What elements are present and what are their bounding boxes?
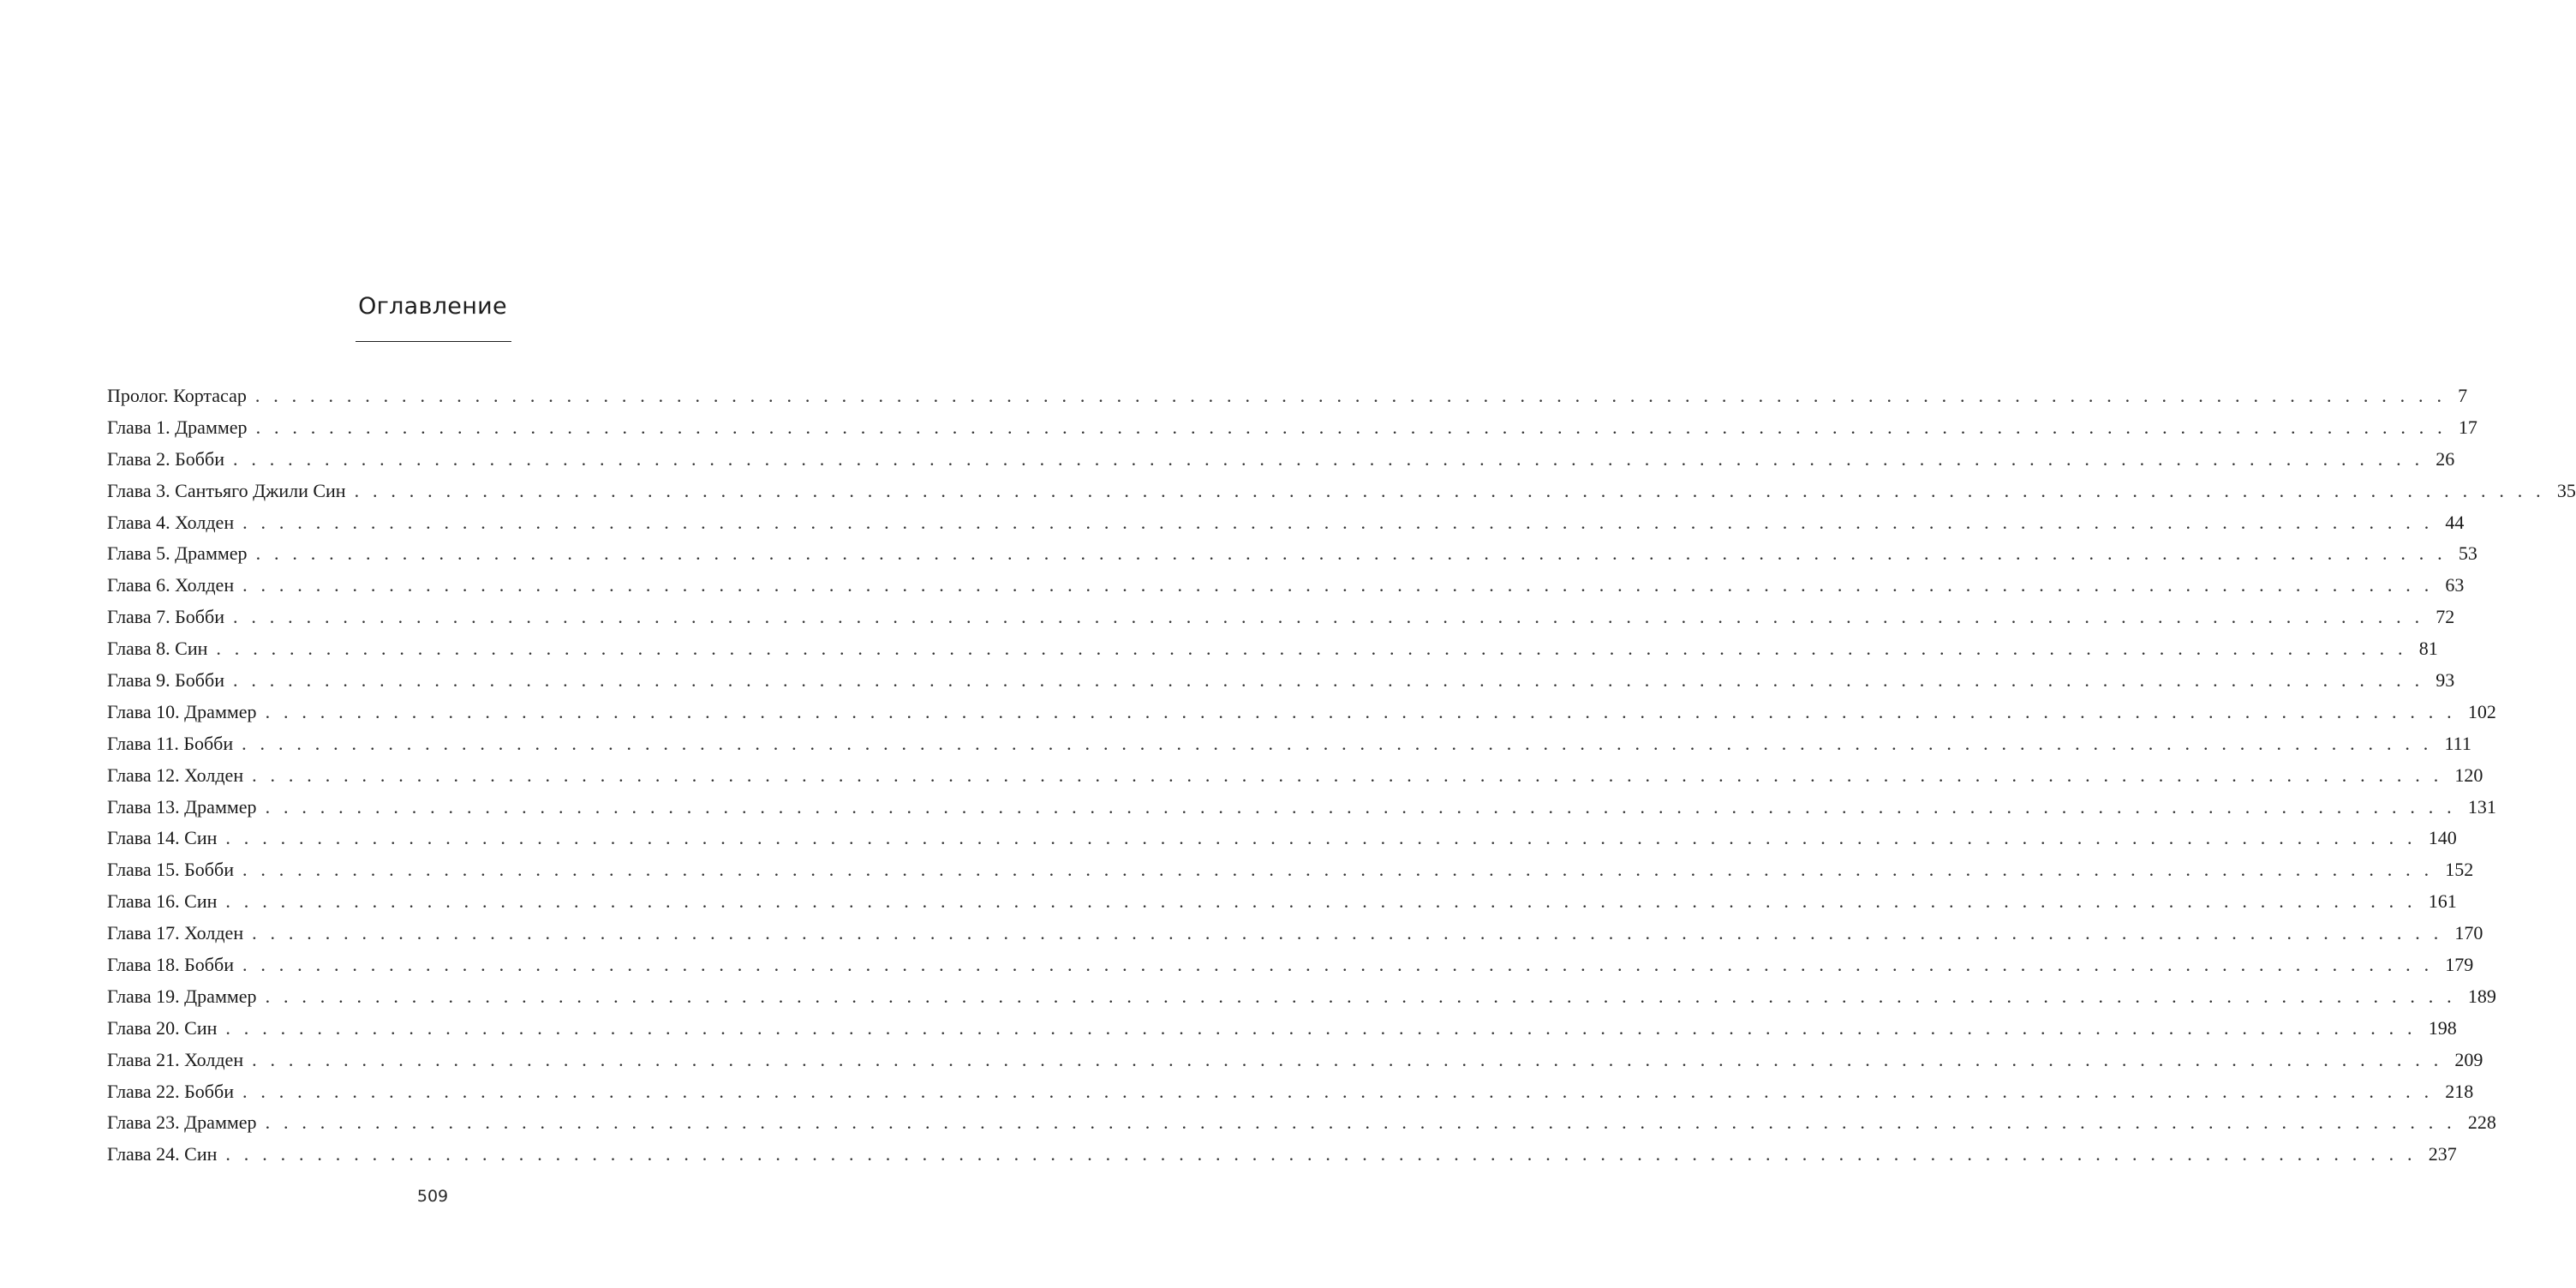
dot-leader: . . . . . . . . . . . . . . . . . . . . . . . . . . . . . . . . . . . . . . . . . . . . . . . . . . . . . . . . . . . . . . . . . . . . . . . . . . . . . . . . . . . . . . . . . . . . . . . . . . . . . . . . . . . . . . . . . . . . . . . . [254, 385, 2447, 406]
toc-entry-title: Глава 5. Драммер [107, 542, 248, 565]
toc-entry [107, 1107, 2496, 1139]
toc-entry-page: 35 [2556, 479, 2576, 501]
toc-entry-page: 111 [2444, 732, 2471, 754]
toc-entry-title: Глава 16. Син [107, 890, 218, 913]
toc-entry-title: Глава 24. Син [107, 1143, 218, 1165]
toc-entry-title: Глава 2. Бобби [107, 447, 224, 470]
toc-entry-title: Глава 20. Син [107, 1016, 218, 1039]
toc-entry-page: 44 [2445, 511, 2465, 533]
toc-entry-title: Глава 22. Бобби [107, 1080, 234, 1102]
toc-entry-title: Глава 21. Холден [107, 1048, 244, 1070]
toc-entry-title: Глава 3. Сантьяго Джили Син [107, 479, 346, 501]
dot-leader: . . . . . . . . . . . . . . . . . . . . . . . . . . . . . . . . . . . . . . . . . . . . . . . . . . . . . . . . . . . . . . . . . . . . . . . . . . . . . . . . . . . . . . . . . . . . . . . . . . . . . . . . . . . . . . . . . . . . . . . . [265, 700, 2456, 722]
dot-leader: . . . . . . . . . . . . . . . . . . . . . . . . . . . . . . . . . . . . . . . . . . . . . . . . . . . . . . . . . . . . . . . . . . . . . . . . . . . . . . . . . . . . . . . . . . . . . . . . . . . . . . . . . . . . . . . . . . . . . . . . [225, 1016, 2417, 1039]
dot-leader: . . . . . . . . . . . . . . . . . . . . . . . . . . . . . . . . . . . . . . . . . . . . . . . . . . . . . . . . . . . . . . . . . . . . . . . . . . . . . . . . . . . . . . . . . . . . . . . . . . . . . . . . . . . . . . . . . . . . . . . . [265, 1111, 2456, 1134]
toc-entry-page: 189 [2467, 985, 2496, 1007]
toc-entry [107, 507, 2465, 539]
dot-leader: . . . . . . . . . . . . . . . . . . . . . . . . . . . . . . . . . . . . . . . . . . . . . . . . . . . . . . . . . . . . . . . . . . . . . . . . . . . . . . . . . . . . . . . . . . . . . . . . . . . . . . . . . . . . . . . . . . . . . . . . [265, 795, 2456, 818]
dot-leader: . . . . . . . . . . . . . . . . . . . . . . . . . . . . . . . . . . . . . . . . . . . . . . . . . . . . . . . . . . . . . . . . . . . . . . . . . . . . . . . . . . . . . . . . . . . . . . . . . . . . . . . . . . . . . . . . . . . . . . . . [255, 416, 2447, 438]
toc-entry-title: Глава 23. Драммер [107, 1111, 257, 1134]
dot-leader: . . . . . . . . . . . . . . . . . . . . . . . . . . . . . . . . . . . . . . . . . . . . . . . . . . . . . . . . . . . . . . . . . . . . . . . . . . . . . . . . . . . . . . . . . . . . . . . . . . . . . . . . . . . . . . . . . . . . . . . . [242, 954, 2434, 976]
toc-entry-page: 72 [2436, 606, 2455, 628]
dot-leader: . . . . . . . . . . . . . . . . . . . . . . . . . . . . . . . . . . . . . . . . . . . . . . . . . . . . . . . . . . . . . . . . . . . . . . . . . . . . . . . . . . . . . . . . . . . . . . . . . . . . . . . . . . . . . . . . . . . . . . . . [242, 511, 2434, 533]
toc-entry-page: 26 [2436, 447, 2455, 470]
toc-entry [107, 792, 2496, 824]
dot-leader: . . . . . . . . . . . . . . . . . . . . . . . . . . . . . . . . . . . . . . . . . . . . . . . . . . . . . . . . . . . . . . . . . . . . . . . . . . . . . . . . . . . . . . . . . . . . . . . . . . . . . . . . . . . . . . . . . . . . . . . . [252, 1048, 2443, 1070]
toc-entry [107, 538, 2477, 570]
dot-leader: . . . . . . . . . . . . . . . . . . . . . . . . . . . . . . . . . . . . . . . . . . . . . . . . . . . . . . . . . . . . . . . . . . . . . . . . . . . . . . . . . . . . . . . . . . . . . . . . . . . . . . . . . . . . . . . . . . . . . . . . [242, 859, 2434, 881]
toc-entry-page: 140 [2428, 827, 2457, 849]
dot-leader: . . . . . . . . . . . . . . . . . . . . . . . . . . . . . . . . . . . . . . . . . . . . . . . . . . . . . . . . . . . . . . . . . . . . . . . . . . . . . . . . . . . . . . . . . . . . . . . . . . . . . . . . . . . . . . . . . . . . . . . . [252, 922, 2443, 944]
toc-entry [107, 854, 2474, 886]
toc-entry-page: 218 [2445, 1080, 2474, 1102]
toc-entry-page: 131 [2467, 795, 2496, 818]
toc-entry-title: Глава 1. Драммер [107, 416, 248, 438]
toc-entry [107, 760, 2483, 792]
toc-entry [107, 1076, 2474, 1108]
toc-entry-title: Пролог. Кортасар [107, 385, 247, 406]
toc-entry [107, 665, 2455, 697]
dot-leader: . . . . . . . . . . . . . . . . . . . . . . . . . . . . . . . . . . . . . . . . . . . . . . . . . . . . . . . . . . . . . . . . . . . . . . . . . . . . . . . . . . . . . . . . . . . . . . . . . . . . . . . . . . . . . . . . . . . . . . . . [225, 890, 2417, 913]
toc-entry [107, 1045, 2483, 1076]
toc-entry-title: Глава 10. Драммер [107, 700, 257, 722]
dot-leader: . . . . . . . . . . . . . . . . . . . . . . . . . . . . . . . . . . . . . . . . . . . . . . . . . . . . . . . . . . . . . . . . . . . . . . . . . . . . . . . . . . . . . . . . . . . . . . . . . . . . . . . . . . . . . . . . . . . . . . . . [242, 732, 2433, 754]
toc-entry [107, 602, 2455, 633]
toc-entry-title: Глава 12. Холден [107, 764, 244, 786]
toc-entry-page: 228 [2467, 1111, 2496, 1134]
toc-heading: Оглавление [358, 293, 507, 320]
toc-entry-page: 198 [2428, 1016, 2457, 1039]
toc-entry-page: 120 [2454, 764, 2483, 786]
dot-leader: . . . . . . . . . . . . . . . . . . . . . . . . . . . . . . . . . . . . . . . . . . . . . . . . . . . . . . . . . . . . . . . . . . . . . . . . . . . . . . . . . . . . . . . . . . . . . . . . . . . . . . . . . . . . . . . . . . . . . . . . [252, 764, 2443, 786]
toc-entry-page: 81 [2418, 638, 2438, 660]
toc-entry-title: Глава 7. Бобби [107, 606, 224, 628]
toc-entry-page: 93 [2436, 669, 2455, 692]
toc-entry [107, 570, 2465, 602]
toc-entry-title: Глава 9. Бобби [107, 669, 224, 692]
toc-entry [107, 412, 2477, 444]
toc-entry-page: 170 [2454, 922, 2483, 944]
toc-entry-page: 63 [2445, 574, 2465, 596]
dot-leader: . . . . . . . . . . . . . . . . . . . . . . . . . . . . . . . . . . . . . . . . . . . . . . . . . . . . . . . . . . . . . . . . . . . . . . . . . . . . . . . . . . . . . . . . . . . . . . . . . . . . . . . . . . . . . . . . . . . . . . . . [225, 827, 2417, 849]
toc-entry [107, 476, 2576, 507]
toc-entry-page: 179 [2445, 954, 2474, 976]
dot-leader: . . . . . . . . . . . . . . . . . . . . . . . . . . . . . . . . . . . . . . . . . . . . . . . . . . . . . . . . . . . . . . . . . . . . . . . . . . . . . . . . . . . . . . . . . . . . . . . . . . . . . . . . . . . . . . . . . . . . . . . . [232, 606, 2424, 628]
toc-entry [107, 633, 2438, 665]
page-number: 509 [416, 1187, 449, 1206]
toc-entry-title: Глава 15. Бобби [107, 859, 234, 881]
dot-leader: . . . . . . . . . . . . . . . . . . . . . . . . . . . . . . . . . . . . . . . . . . . . . . . . . . . . . . . . . . . . . . . . . . . . . . . . . . . . . . . . . . . . . . . . . . . . . . . . . . . . . . . . . . . . . . . . . . . . . . . . [242, 574, 2434, 596]
toc-entry-title: Глава 17. Холден [107, 922, 244, 944]
toc-entry-page: 161 [2428, 890, 2457, 913]
dot-leader: . . . . . . . . . . . . . . . . . . . . . . . . . . . . . . . . . . . . . . . . . . . . . . . . . . . . . . . . . . . . . . . . . . . . . . . . . . . . . . . . . . . . . . . . . . . . . . . . . . . . . . . . . . . . . . . . . . . . . . . . [255, 542, 2447, 565]
toc-entry-page: 7 [2458, 385, 2468, 406]
toc-entry-page: 102 [2467, 700, 2496, 722]
toc-entry [107, 444, 2455, 476]
dot-leader: . . . . . . . . . . . . . . . . . . . . . . . . . . . . . . . . . . . . . . . . . . . . . . . . . . . . . . . . . . . . . . . . . . . . . . . . . . . . . . . . . . . . . . . . . . . . . . . . . . . . . . . . . . . . . . . . . . . . . . . . [242, 1080, 2434, 1102]
dot-leader: . . . . . . . . . . . . . . . . . . . . . . . . . . . . . . . . . . . . . . . . . . . . . . . . . . . . . . . . . . . . . . . . . . . . . . . . . . . . . . . . . . . . . . . . . . . . . . . . . . . . . . . . . . . . . . . . . . . . . . . . [265, 985, 2456, 1007]
toc-entry [107, 950, 2474, 981]
dot-leader: . . . . . . . . . . . . . . . . . . . . . . . . . . . . . . . . . . . . . . . . . . . . . . . . . . . . . . . . . . . . . . . . . . . . . . . . . . . . . . . . . . . . . . . . . . . . . . . . . . . . . . . . . . . . . . . . . . . . . . . . [216, 638, 2407, 660]
toc-entry-page: 17 [2458, 416, 2477, 438]
toc-entry [107, 1139, 2457, 1171]
toc-entry-title: Глава 13. Драммер [107, 795, 257, 818]
dot-leader: . . . . . . . . . . . . . . . . . . . . . . . . . . . . . . . . . . . . . . . . . . . . . . . . . . . . . . . . . . . . . . . . . . . . . . . . . . . . . . . . . . . . . . . . . . . . . . . . . . . . . . . . . . . . . . . . . . . . . . . . [354, 479, 2545, 501]
dot-leader: . . . . . . . . . . . . . . . . . . . . . . . . . . . . . . . . . . . . . . . . . . . . . . . . . . . . . . . . . . . . . . . . . . . . . . . . . . . . . . . . . . . . . . . . . . . . . . . . . . . . . . . . . . . . . . . . . . . . . . . . [232, 447, 2424, 470]
heading-underline [356, 341, 511, 342]
toc-entry [107, 918, 2483, 950]
toc-entry-page: 53 [2458, 542, 2477, 565]
dot-leader: . . . . . . . . . . . . . . . . . . . . . . . . . . . . . . . . . . . . . . . . . . . . . . . . . . . . . . . . . . . . . . . . . . . . . . . . . . . . . . . . . . . . . . . . . . . . . . . . . . . . . . . . . . . . . . . . . . . . . . . . [225, 1143, 2417, 1165]
toc-entry-title: Глава 11. Бобби [107, 732, 234, 754]
toc-entry [107, 981, 2496, 1013]
toc-entry [107, 380, 2468, 412]
toc-entry [107, 886, 2457, 918]
toc-entry [107, 728, 2471, 760]
toc-entry-title: Глава 6. Холден [107, 574, 235, 596]
toc-entry-title: Глава 18. Бобби [107, 954, 234, 976]
toc-entry-page: 209 [2454, 1048, 2483, 1070]
toc-entry-title: Глава 8. Син [107, 638, 208, 660]
toc-entry-page: 152 [2445, 859, 2474, 881]
toc-entry-page: 237 [2428, 1143, 2457, 1165]
toc-entry [107, 697, 2496, 728]
dot-leader: . . . . . . . . . . . . . . . . . . . . . . . . . . . . . . . . . . . . . . . . . . . . . . . . . . . . . . . . . . . . . . . . . . . . . . . . . . . . . . . . . . . . . . . . . . . . . . . . . . . . . . . . . . . . . . . . . . . . . . . . [232, 669, 2424, 692]
toc-entry [107, 1013, 2457, 1045]
toc-entry [107, 823, 2457, 854]
toc-entry-title: Глава 19. Драммер [107, 985, 257, 1007]
table-of-contents [107, 380, 2576, 1171]
toc-entry-title: Глава 14. Син [107, 827, 218, 849]
toc-entry-title: Глава 4. Холден [107, 511, 235, 533]
